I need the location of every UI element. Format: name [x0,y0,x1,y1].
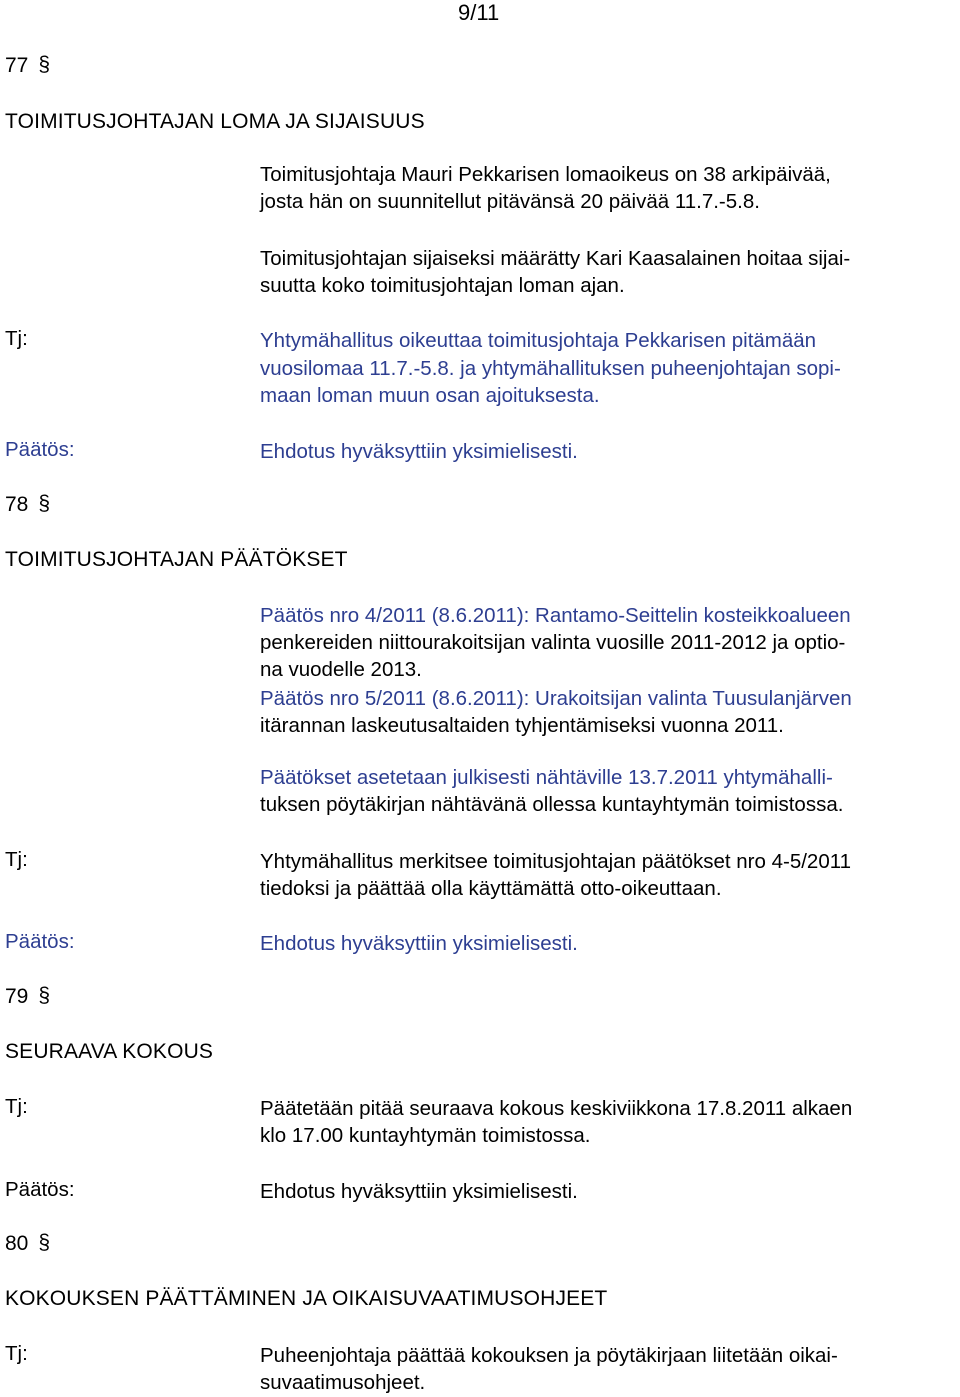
s79-decision-label: Päätös: [5,1178,75,1201]
section-80-heading: KOKOUKSEN PÄÄTTÄMINEN JA OIKAISUVAATIMUSOHJEET [5,1287,608,1310]
s77-para2-line1: Toimitusjohtajan sijaiseksi määrätty Kari Kaasalainen hoitaa sijai- [260,247,851,270]
section-sign-icon: § [38,492,51,515]
section-sign-icon: § [38,53,51,76]
s79-decision-text: Ehdotus hyväksyttiin yksimielisesti. [260,1180,578,1203]
section-79-heading: SEURAAVA KOKOUS [5,1040,214,1063]
s77-tj-line2: vuosilomaa 11.7.-5.8. ja yhtymähallituksen puheenjohtajan sopi- [260,357,841,380]
section-80-number [5,1232,50,1256]
s79-tj-line1: Päätetään pitää seuraava kokous keskiviikkona 17.8.2011 alkaen [260,1097,853,1120]
s79-tj-label: Tj: [5,1095,28,1118]
s77-decision-text: Ehdotus hyväksyttiin yksimielisesti. [260,440,578,463]
s78-p1-line3: na vuodelle 2013. [260,658,422,681]
s77-para1-line2: josta hän on suunnitellut pitävänsä 20 päivää 11.7.-5.8. [260,190,760,213]
s78-p3-line1-text: Päätökset asetetaan julkisesti nähtäville 13.7.2011 yhtymähalli- [260,766,833,789]
s78-p2-line1-text: Päätös nro 5/2011 (8.6.2011): Urakoitsijan valinta Tuusulanjärven [260,687,852,710]
s78-tj-line1: Yhtymähallitus merkitsee toimitusjohtajan päätökset nro 4-5/2011 [260,850,852,873]
section-77-heading: TOIMITUSJOHTAJAN LOMA JA SIJAISUUS [5,110,425,133]
section-number-text: 80 [5,1232,29,1255]
s78-p1-line1 [260,602,958,630]
s78-p1-line1-text: Päätös nro 4/2011 (8.6.2011): Rantamo-Seittelin kosteikkoalueen [260,604,851,627]
section-sign-icon: § [38,984,51,1007]
s80-tj-line1: Puheenjohtaja päättää kokouksen ja pöytäkirjaan liitetään oikai- [260,1344,838,1367]
section-79-number [5,985,50,1009]
s77-tj-label: Tj: [5,327,28,350]
s77-tj-line3: maan loman muun osan ajoituksesta. [260,384,600,407]
s78-p2-line1 [260,685,958,713]
section-number-text: 77 [5,54,29,77]
section-78-number [5,493,50,517]
s80-tj-line2: suvaatimusohjeet. [260,1371,426,1394]
section-sign-icon: § [38,1231,51,1254]
s78-p1-line2: penkereiden niittourakoitsijan valinta vuosille 2011-2012 ja optio- [260,631,846,654]
s77-tj-line1: Yhtymähallitus oikeuttaa toimitusjohtaja Pekkarisen pitämään [260,329,817,352]
s77-decision-label: Päätös: [5,438,75,461]
s77-para2-line2: suutta koko toimitusjohtajan loman ajan. [260,274,625,297]
s78-tj-label: Tj: [5,848,28,871]
page-number: 9/11 [458,0,500,25]
s78-p3-line2: tuksen pöytäkirjan nähtävänä ollessa kuntayhtymän toimistossa. [260,793,844,816]
s78-decision-text: Ehdotus hyväksyttiin yksimielisesti. [260,932,578,955]
s78-tj-line2: tiedoksi ja päättää olla käyttämättä otto-oikeuttaan. [260,877,722,900]
section-77-number [5,54,50,78]
section-number-text: 78 [5,493,29,516]
s78-decision-label: Päätös: [5,930,75,953]
s78-p3-line1 [260,764,958,792]
s79-tj-line2: klo 17.00 kuntayhtymän toimistossa. [260,1124,591,1147]
section-number-text: 79 [5,985,29,1008]
section-78-heading: TOIMITUSJOHTAJAN PÄÄTÖKSET [5,548,348,571]
s77-para1-line1: Toimitusjohtaja Mauri Pekkarisen lomaoikeus on 38 arkipäivää, [260,163,831,186]
s78-p2-line2: itärannan laskeutusaltaiden tyhjentämiseksi vuonna 2011. [260,714,784,737]
s80-tj-label: Tj: [5,1342,28,1365]
